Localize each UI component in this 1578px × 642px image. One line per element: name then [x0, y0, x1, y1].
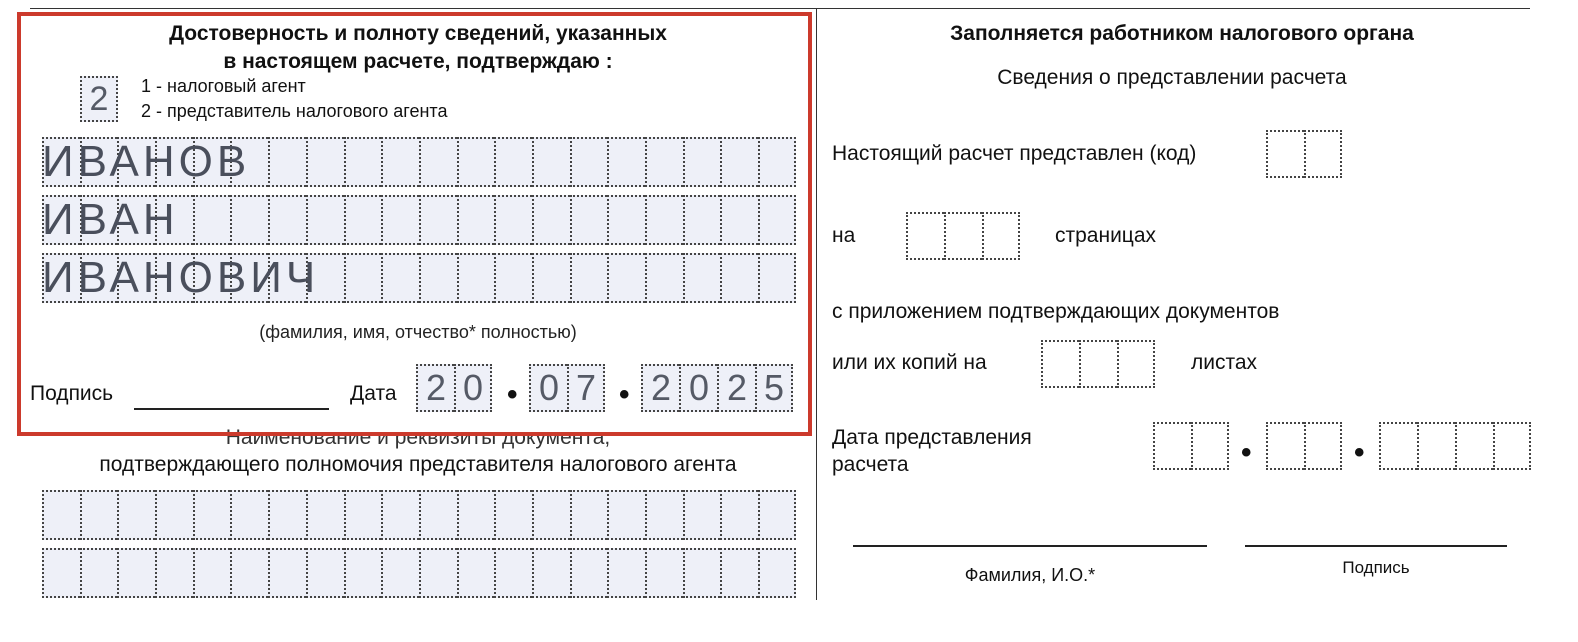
official-signature-label: Подпись: [1342, 558, 1410, 577]
grid-cell[interactable]: [607, 490, 645, 540]
grid-cell[interactable]: [419, 490, 457, 540]
grid-cell[interactable]: [532, 548, 570, 598]
code-cells[interactable]: [1266, 130, 1342, 178]
option-tax-agent: 1 - налоговый агент: [141, 76, 306, 96]
date-separator: •: [619, 378, 630, 411]
date-month-digit: 7: [575, 367, 597, 408]
official-fio-label: Фамилия, И.О.*: [964, 565, 1096, 585]
date-year-digit: 0: [688, 367, 710, 408]
grid-cell[interactable]: [381, 548, 419, 598]
grid-cell[interactable]: [720, 548, 758, 598]
grid-cell[interactable]: [683, 490, 721, 540]
attach-label-line2: или их копий на: [832, 351, 987, 374]
grid-cell[interactable]: [457, 548, 495, 598]
date-day-digit: 2: [425, 367, 447, 408]
grid-cell[interactable]: [117, 548, 155, 598]
official-fio-line[interactable]: [853, 545, 1207, 547]
grid-cell[interactable]: [42, 490, 80, 540]
grid-cell[interactable]: [230, 548, 268, 598]
grid-cell[interactable]: [758, 490, 796, 540]
grid-cell[interactable]: [42, 548, 80, 598]
grid-cell[interactable]: [80, 490, 118, 540]
grid-row[interactable]: [42, 490, 796, 540]
grid-cell[interactable]: [80, 548, 118, 598]
date-year-digit: 2: [726, 367, 748, 408]
grid-cell[interactable]: [645, 548, 683, 598]
grid-cell[interactable]: [193, 548, 231, 598]
submission-date-label-line1: Дата представления: [832, 426, 1032, 449]
signature-label: Подпись: [30, 382, 114, 405]
patronymic-value: ИВАНОВИЧ: [42, 253, 320, 302]
grid-row[interactable]: [42, 548, 796, 598]
grid-cell[interactable]: [570, 490, 608, 540]
fio-caption: (фамилия, имя, отчество* полностью): [259, 322, 577, 342]
right-subtitle: Сведения о представлении расчета: [997, 66, 1347, 89]
attach-label-line1: с приложением подтверждающих документов: [832, 300, 1280, 323]
signer-code-value: 2: [89, 79, 109, 118]
submission-date-label-line2: расчета: [832, 453, 909, 476]
submission-day-cells[interactable]: [1153, 422, 1229, 470]
grid-cell[interactable]: [306, 490, 344, 540]
date-day-digit: 0: [462, 367, 484, 408]
grid-cell[interactable]: [268, 548, 306, 598]
sheets-cells[interactable]: [1041, 340, 1155, 388]
official-signature-line[interactable]: [1245, 545, 1507, 547]
grid-cell[interactable]: [155, 490, 193, 540]
grid-cell[interactable]: [645, 490, 683, 540]
grid-cell[interactable]: [193, 490, 231, 540]
first-name-value: ИВАН: [42, 195, 179, 244]
surname-value: ИВАНОВ: [42, 137, 251, 186]
submission-year-cells[interactable]: [1379, 422, 1531, 470]
grid-cell[interactable]: [155, 548, 193, 598]
date-year-digit: 2: [650, 367, 672, 408]
grid-cell[interactable]: [570, 548, 608, 598]
grid-cell[interactable]: [117, 490, 155, 540]
submission-date-separator: •: [1354, 436, 1365, 469]
grid-cell[interactable]: [758, 548, 796, 598]
grid-cell[interactable]: [419, 548, 457, 598]
top-rule: [30, 8, 1530, 9]
date-label: Дата: [350, 382, 397, 405]
grid-cell[interactable]: [683, 548, 721, 598]
right-title: Заполняется работником налогового органа: [950, 22, 1414, 45]
column-divider: [816, 8, 817, 600]
pages-label: страницах: [1055, 224, 1157, 247]
submission-date-separator: •: [1241, 436, 1252, 469]
on-label: на: [832, 224, 856, 247]
grid-cell[interactable]: [268, 490, 306, 540]
date-separator: •: [507, 378, 518, 411]
grid-cell[interactable]: [230, 490, 268, 540]
highlight-frame: [17, 12, 812, 436]
date-year-digit: 5: [763, 367, 785, 408]
grid-cell[interactable]: [494, 490, 532, 540]
doc-caption-line2: подтверждающего полномочия представителя налогового агента: [99, 453, 737, 476]
grid-cell[interactable]: [532, 490, 570, 540]
submission-month-cells[interactable]: [1266, 422, 1342, 470]
grid-cell[interactable]: [607, 548, 645, 598]
grid-cell[interactable]: [720, 490, 758, 540]
left-title-line1: Достоверность и полноту сведений, указанных: [169, 22, 667, 45]
date-month-digit: 0: [538, 367, 560, 408]
grid-cell[interactable]: [344, 548, 382, 598]
doc-caption-line1: Наименование и реквизиты документа,: [225, 426, 611, 449]
grid-cell[interactable]: [344, 490, 382, 540]
grid-cell[interactable]: [457, 490, 495, 540]
option-representative: 2 - представитель налогового агента: [141, 101, 448, 121]
sheets-label: листах: [1191, 351, 1258, 374]
grid-cell[interactable]: [306, 548, 344, 598]
pages-cells[interactable]: [906, 212, 1020, 260]
grid-cell[interactable]: [494, 548, 532, 598]
code-label: Настоящий расчет представлен (код): [832, 142, 1197, 165]
left-title-line2: в настоящем расчете, подтверждаю :: [223, 50, 613, 73]
grid-cell[interactable]: [381, 490, 419, 540]
